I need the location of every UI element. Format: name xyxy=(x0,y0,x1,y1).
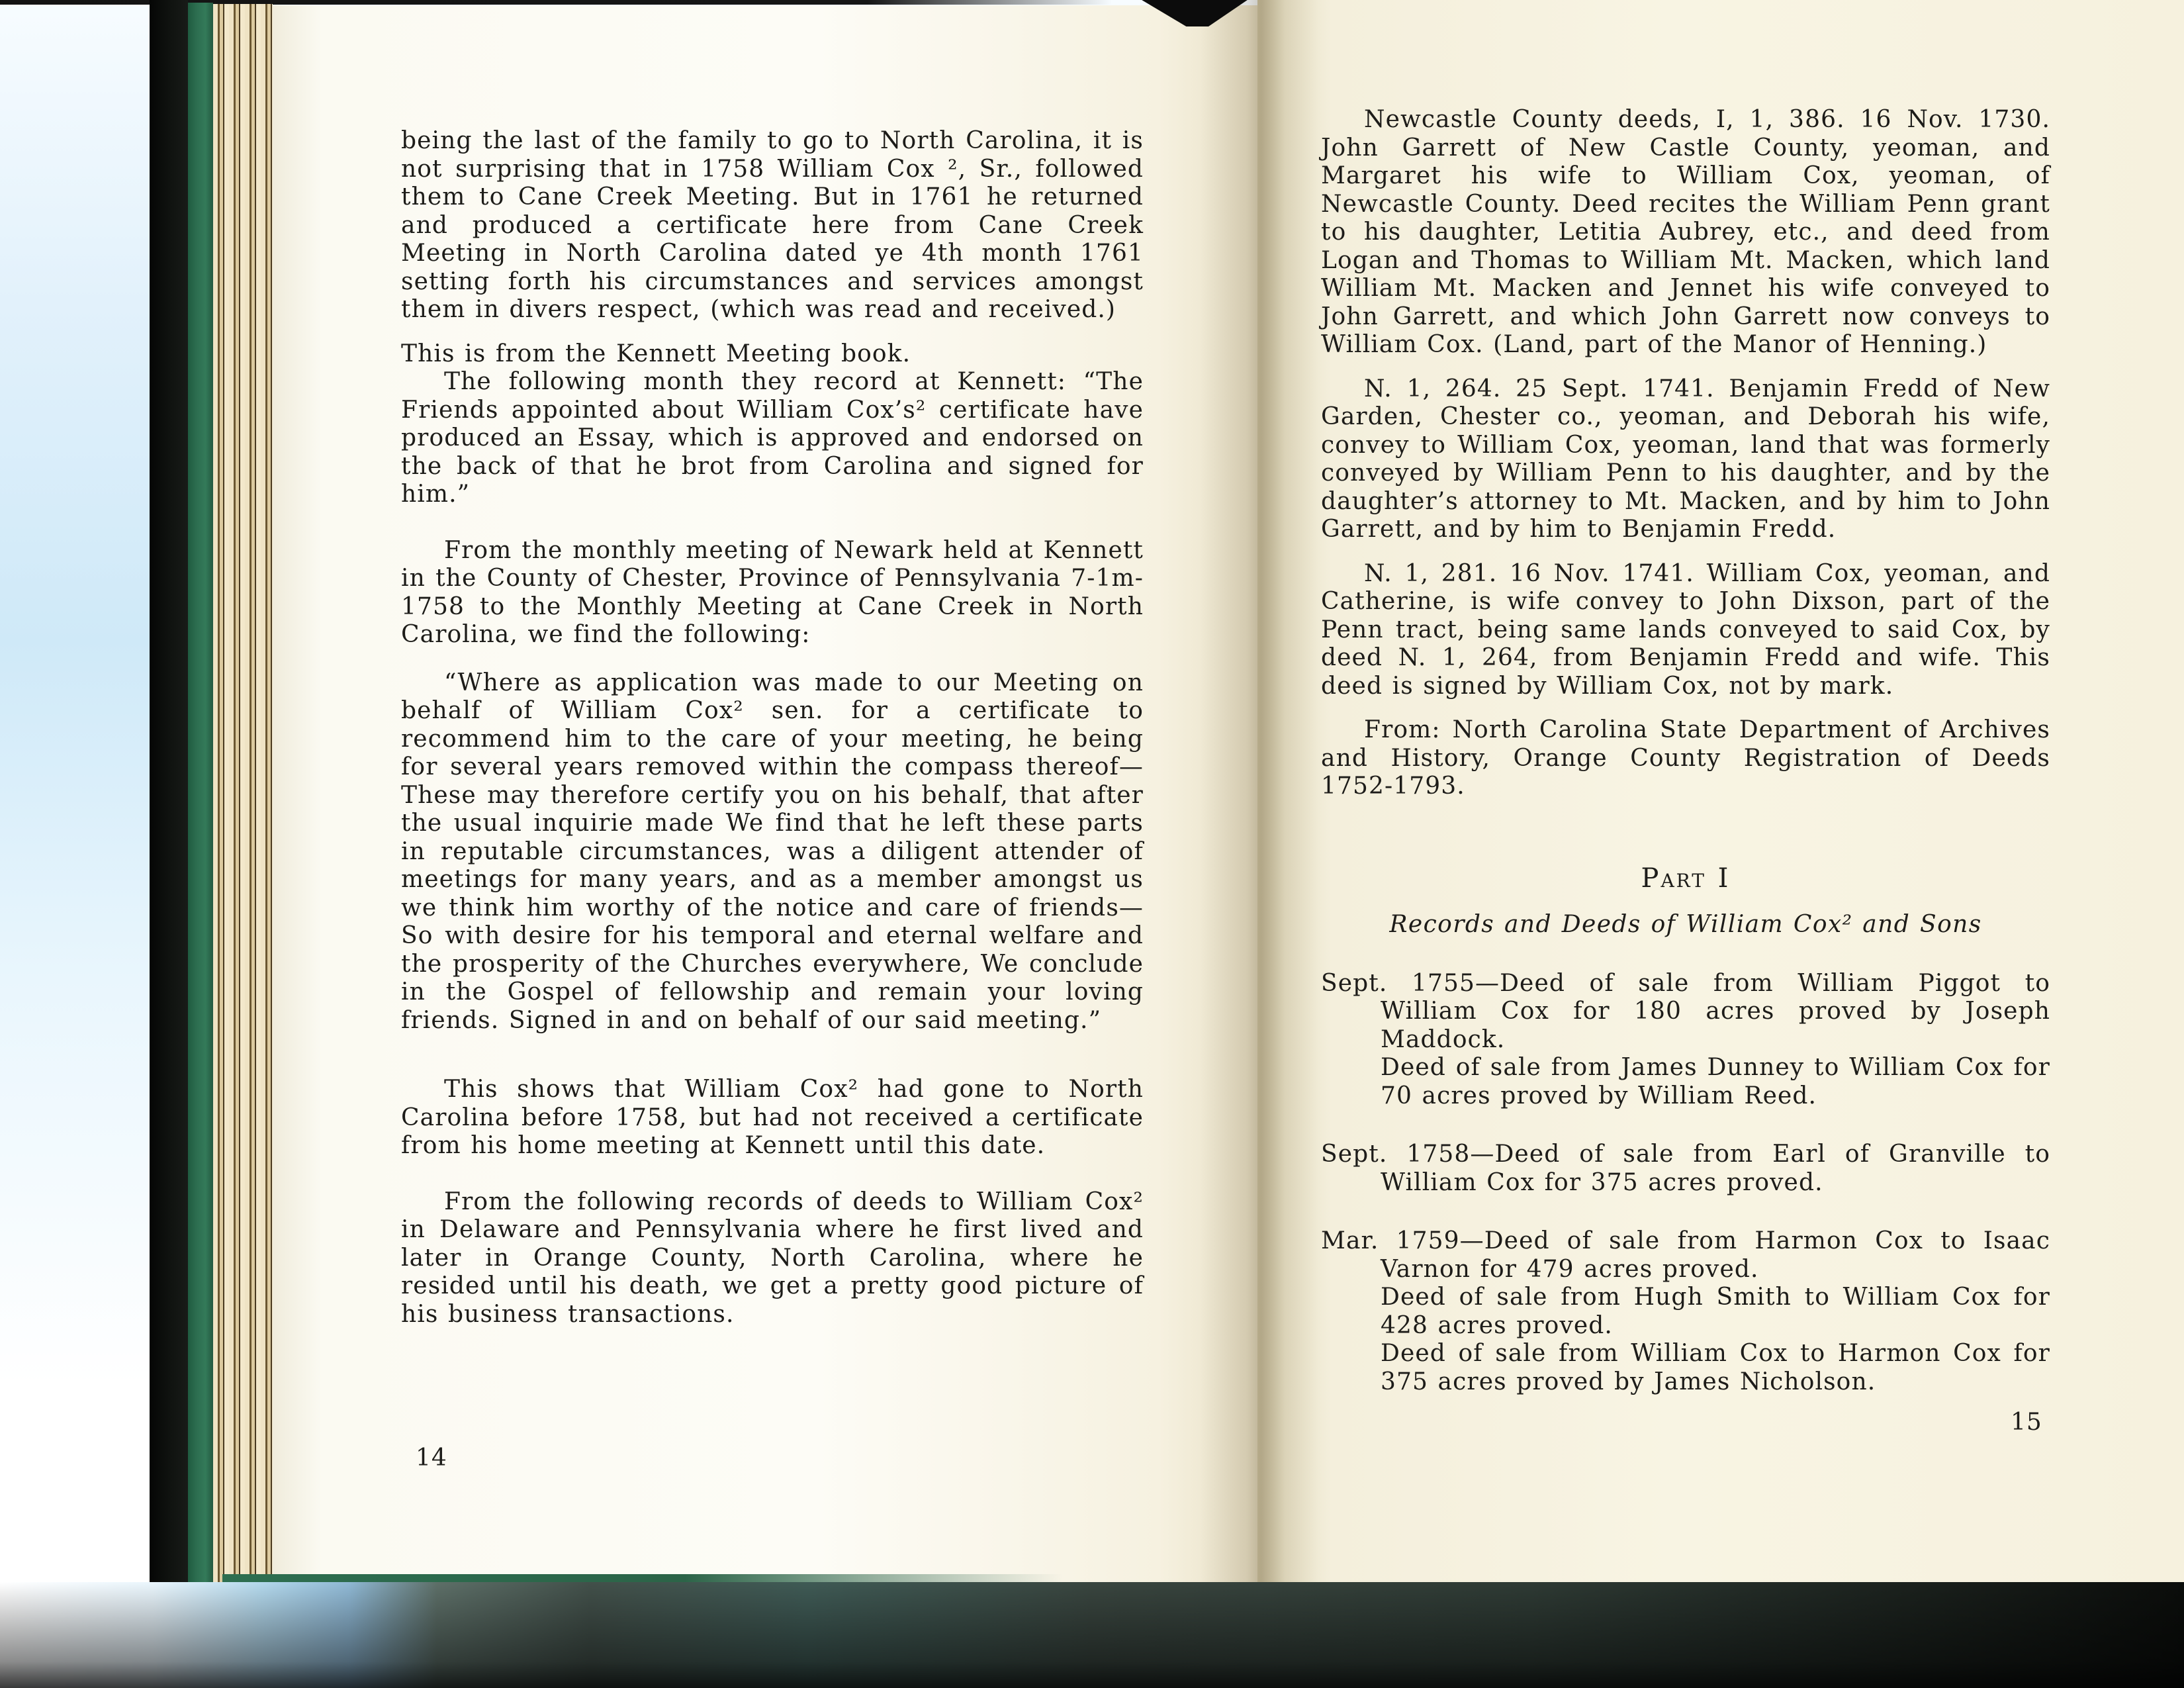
deed-line: Deed of sale from William Cox to Harmon Cox for 375 acres proved by James Nicholson. xyxy=(1381,1340,2050,1395)
deed-entry xyxy=(1321,1227,2050,1396)
paragraph: N. 1, 281. 16 Nov. 1741. William Cox, yeoman, and Catherine, is wife convey to John Dixson, part of the Penn tract, being same lands conveyed to said Cox, by deed N. 1, 264, from Benjamin Fredd and wife. This deed is signed by William Cox, not by mark. xyxy=(1321,559,2050,700)
left-page-number: 14 xyxy=(416,1444,447,1472)
paragraph: Newcastle County deeds, I, 1, 386. 16 Nov. 1730. John Garrett of New Castle County, yeoman, and Margaret his wife to William Cox, yeoman, of Newcastle County. Deed recites the William Penn grant to his daughter, Letitia Aubrey, etc., and deed from Logan and Thomas to William Mt. Macken, which land William Mt. Macken and Jennet his wife conveyed to John Garrett, and which John Garrett now conveys to William Cox. (Land, part of the Manor of Henning.) xyxy=(1321,106,2050,358)
scan-bottom-shadow xyxy=(0,1582,2184,1688)
paragraph: From the following records of deeds to William Cox² in Delaware and Pennsylvania where he first lived and later in Orange County, North Carolina, where he resided until his death, we get a pretty good picture of his business transactions. xyxy=(401,1188,1144,1328)
paragraph: N. 1, 264. 25 Sept. 1741. Benjamin Fredd of New Garden, Chester co., yeoman, and Deborah his wife, convey to William Cox, yeoman, land that was formerly conveyed by William Penn to his daughter, and by the daughter’s attorney to Mt. Macken, and by him to John Garrett, and by him to Benjamin Fredd. xyxy=(1321,375,2050,543)
deed-line: Deed of sale from James Dunney to William Cox for 70 acres proved by William Reed. xyxy=(1381,1054,2050,1109)
book-cover-edge xyxy=(150,0,188,1594)
deed-entry xyxy=(1321,1141,2050,1197)
paragraph: “Where as application was made to our Meeting on behalf of William Cox² sen. for a certificate to recommend him to the care of your meeting, he being for several years removed within the compass thereof—These may therefore certify you on his behalf, that after the usual inquirie made We find that he left these parts in reputable circumstances, was a diligent attender of meetings for many years, and as a member amongst us we think him worthy of the notice and care of friends—So with desire for his temporal and eternal welfare and the prosperity of the Churches everywhere, We conclude in the Gospel of fellowship and remain your loving friends. Signed in and on behalf of our said meeting.” xyxy=(401,669,1144,1034)
part-subtitle: Records and Deeds of William Cox² and Sons xyxy=(1389,911,1982,938)
paragraph: being the last of the family to go to North Carolina, it is not surprising that in 1758 William Cox ², Sr., followed them to Cane Creek Meeting. But in 1761 he returned and produced a certificate here from Cane Creek Meeting in North Carolina dated ye 4th month 1761 setting forth his circumstances and services amongst them in divers respect, (which was read and received.) xyxy=(401,127,1144,323)
paragraph: This is from the Kennett Meeting book. xyxy=(401,340,911,367)
deed-line: Mar. 1759—Deed of sale from Harmon Cox to Isaac Varnon for 479 acres proved. xyxy=(1321,1227,2050,1283)
paragraph: This shows that William Cox² had gone to North Carolina before 1758, but had not received a certificate from his home meeting at Kennett until this date. xyxy=(401,1076,1144,1159)
right-page-number: 15 xyxy=(2011,1409,2042,1436)
paragraph: From the monthly meeting of Newark held at Kennett in the County of Chester, Province of Pennsylvania 7-1m-1758 to the Monthly Meeting at Cane Creek in North Carolina, we find the following: xyxy=(401,536,1144,648)
deed-line: Sept. 1755—Deed of sale from William Piggot to William Cox for 180 acres proved by Joseph Maddock. xyxy=(1321,969,2050,1053)
deed-line: Sept. 1758—Deed of sale from Earl of Granville to William Cox for 375 acres proved. xyxy=(1321,1141,2050,1196)
book-binding-green-cloth xyxy=(188,3,213,1589)
deed-line: Deed of sale from Hugh Smith to William Cox for 428 acres proved. xyxy=(1381,1284,2050,1339)
gutter-shadow xyxy=(1199,0,1318,1582)
right-page-text-column xyxy=(1321,106,2050,1396)
paragraph: From: North Carolina State Department of Archives and History, Orange County Registration of Deeds 1752-1793. xyxy=(1321,716,2050,800)
left-page-text-column xyxy=(401,127,1144,1329)
part-heading: Part I xyxy=(1641,863,1731,894)
deed-entry xyxy=(1321,970,2050,1111)
stacked-page-edges xyxy=(213,4,273,1582)
paragraph: The following month they record at Kennett: “The Friends appointed about William Cox’s² certificate have produced an Essay, which is approved and endorsed on the back of that he brot from Carolina and signed for him.” xyxy=(401,368,1144,508)
